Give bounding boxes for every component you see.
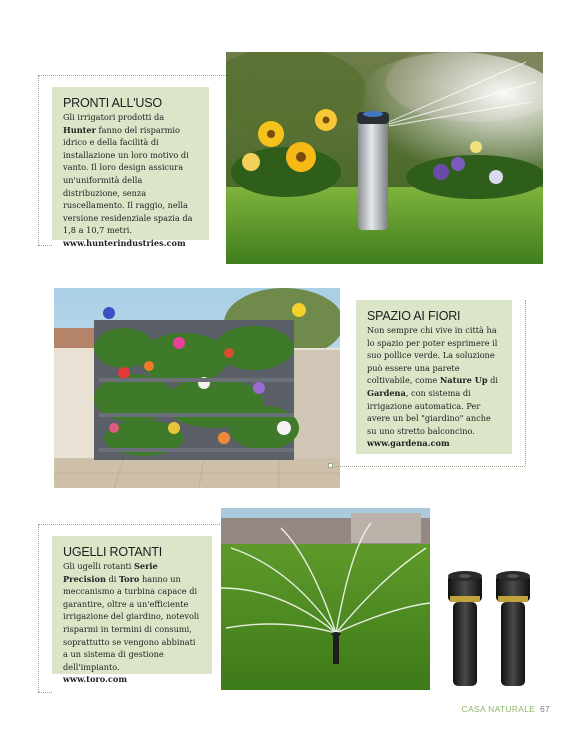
guide-line (38, 524, 39, 692)
section-title: SPAZIO AI FIORI (367, 309, 461, 323)
product-name: Nature Up (439, 375, 488, 386)
lawn-spray-illustration (221, 508, 430, 690)
guide-line (334, 466, 525, 467)
section-title: PRONTI ALL'USO (63, 96, 162, 110)
guide-line (38, 245, 52, 246)
vertical-garden-illustration (54, 288, 340, 488)
guide-line (38, 75, 39, 245)
magazine-name: CASA NATURALE (461, 704, 536, 714)
page-number: 67 (539, 704, 550, 714)
info-box-hunter (52, 87, 209, 248)
section-text: Non sempre chi vive in città ha lo spazio per poter esprimere il suo pollice verde. La soluzione può essere una parete coltivabile, come Nature Up di Gardena, con sistema di irrigazione automatica. Per avere un bel "giardino" anche su uno stretto balconcino. (367, 325, 499, 436)
photo-vertical-garden (54, 288, 340, 488)
guide-line (38, 692, 52, 693)
photo-lawn-sprinkler (221, 508, 430, 690)
page-footer (462, 704, 550, 714)
section-text: Gli irrigatori prodotti da Hunter fanno del risparmio idrico e della facilità di installazione un loro motivo di vanto. Il loro design assicura un'uniformità della distribuzione, senza ruscellamento. Il raggio, nella versione residenziale spazia da 1,8 a 10,7 metri. (63, 112, 193, 236)
info-box-toro (52, 536, 212, 685)
guide-marker (328, 463, 333, 468)
website-link[interactable]: www.toro.com (63, 674, 128, 685)
section-text: Gli ugelli rotanti Serie Precision di Toro hanno un meccanismo a turbina capace di garantire, oltre a un'efficiente irrigazione del giardino, notevoli risparmi in termini di consumi, soprattutto se vengono abbinati a un sistema di gestione dell'impianto. (63, 561, 200, 672)
brand-name: Toro (119, 573, 140, 584)
website-link[interactable]: www.hunterindustries.com (63, 237, 186, 248)
website-link[interactable]: www.gardena.com (367, 438, 450, 449)
guide-line (38, 524, 220, 525)
rotary-nozzles-illustration (438, 566, 548, 690)
section-title: UGELLI ROTANTI (63, 545, 163, 559)
sprinkler-flowers-illustration (226, 52, 543, 264)
brand-name: Hunter (63, 124, 96, 135)
product-name: Serie Precision (63, 561, 158, 584)
guide-line (525, 300, 526, 466)
brand-name: Gardena (367, 387, 406, 398)
photo-sprinkler-hunter (226, 52, 543, 264)
info-box-gardena (356, 300, 512, 454)
photo-rotary-nozzles (438, 566, 548, 690)
